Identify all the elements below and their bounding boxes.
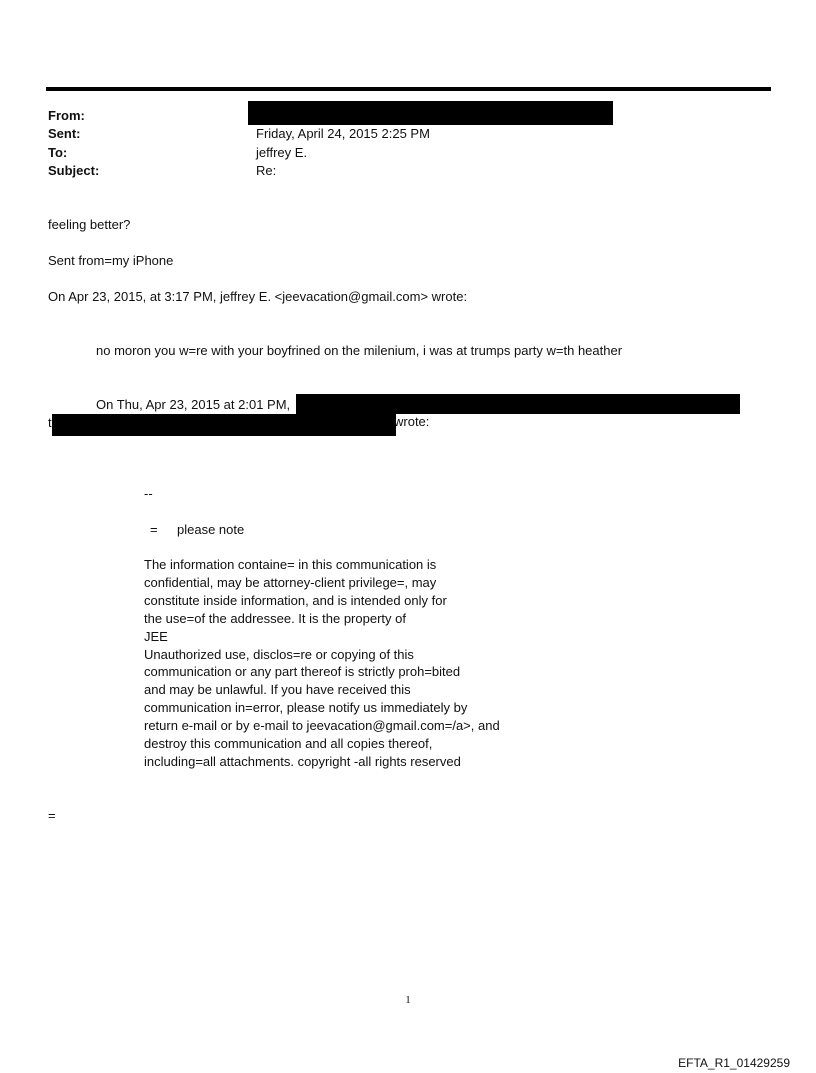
to-value: jeffrey E.: [256, 145, 308, 160]
quote-header-fragment: t: [48, 415, 52, 430]
disclaimer-line: confidential, may be attorney-client privilege=, may: [144, 574, 437, 590]
sender-redaction: [296, 394, 740, 414]
address-redaction: [52, 414, 396, 436]
header-rule: [46, 87, 771, 91]
disclaimer-line: The information containe= in this communication is: [144, 557, 437, 572]
quote-header-nested: On Thu, Apr 23, 2015 at 2:01 PM,: [96, 397, 291, 412]
subject-value: Re:: [256, 163, 277, 178]
disclaimer-line: communication in=error, please notify us immediately by: [144, 700, 468, 716]
disclaimer-line: destroy this communication and all copies thereof,: [144, 736, 433, 752]
subject-label: Subject:: [48, 163, 100, 178]
page-number: 1: [405, 994, 411, 1006]
signature-separator: --: [144, 486, 153, 501]
disclaimer-line: constitute inside information, and is intended only for: [144, 592, 447, 608]
sent-label: Sent:: [48, 126, 81, 141]
from-redaction: [248, 101, 613, 125]
disclaimer-line: return e-mail or by e-mail to jeevacation@gmail.com=/a>, and: [144, 718, 500, 734]
disclaimer-line: communication or any part thereof is strictly proh=bited: [144, 664, 461, 680]
document-id: EFTA_R1_01429259: [678, 1056, 790, 1070]
from-label: From:: [48, 108, 85, 123]
sent-value: Friday, April 24, 2015 2:25 PM: [256, 126, 430, 141]
disclaimer-line: the use=of the addressee. It is the property of: [144, 610, 406, 626]
trailing-marker: =: [48, 808, 56, 823]
disclaimer-line: Unauthorized use, disclos=re or copying of this: [144, 646, 414, 662]
disclaimer-line: JEE: [144, 628, 168, 644]
quote-header-wrote: wrote:: [394, 414, 430, 429]
confidentiality-disclaimer: [144, 556, 544, 771]
signature-line: Sent from=my iPhone: [48, 253, 174, 268]
disclaimer-line: including=all attachments. copyright -all rights reserved: [144, 753, 461, 769]
note-marker: =: [150, 522, 158, 537]
quote-header: On Apr 23, 2015, at 3:17 PM, jeffrey E. <jeevacation@gmail.com> wrote:: [48, 289, 468, 304]
note-heading: please note: [177, 522, 245, 537]
message-line: feeling better?: [48, 217, 131, 232]
to-label: To:: [48, 145, 68, 160]
quoted-message: no moron you w=re with your boyfrined on the milenium, i was at trumps party w=th heather: [96, 343, 623, 358]
disclaimer-line: and may be unlawful. If you have received this: [144, 682, 411, 698]
